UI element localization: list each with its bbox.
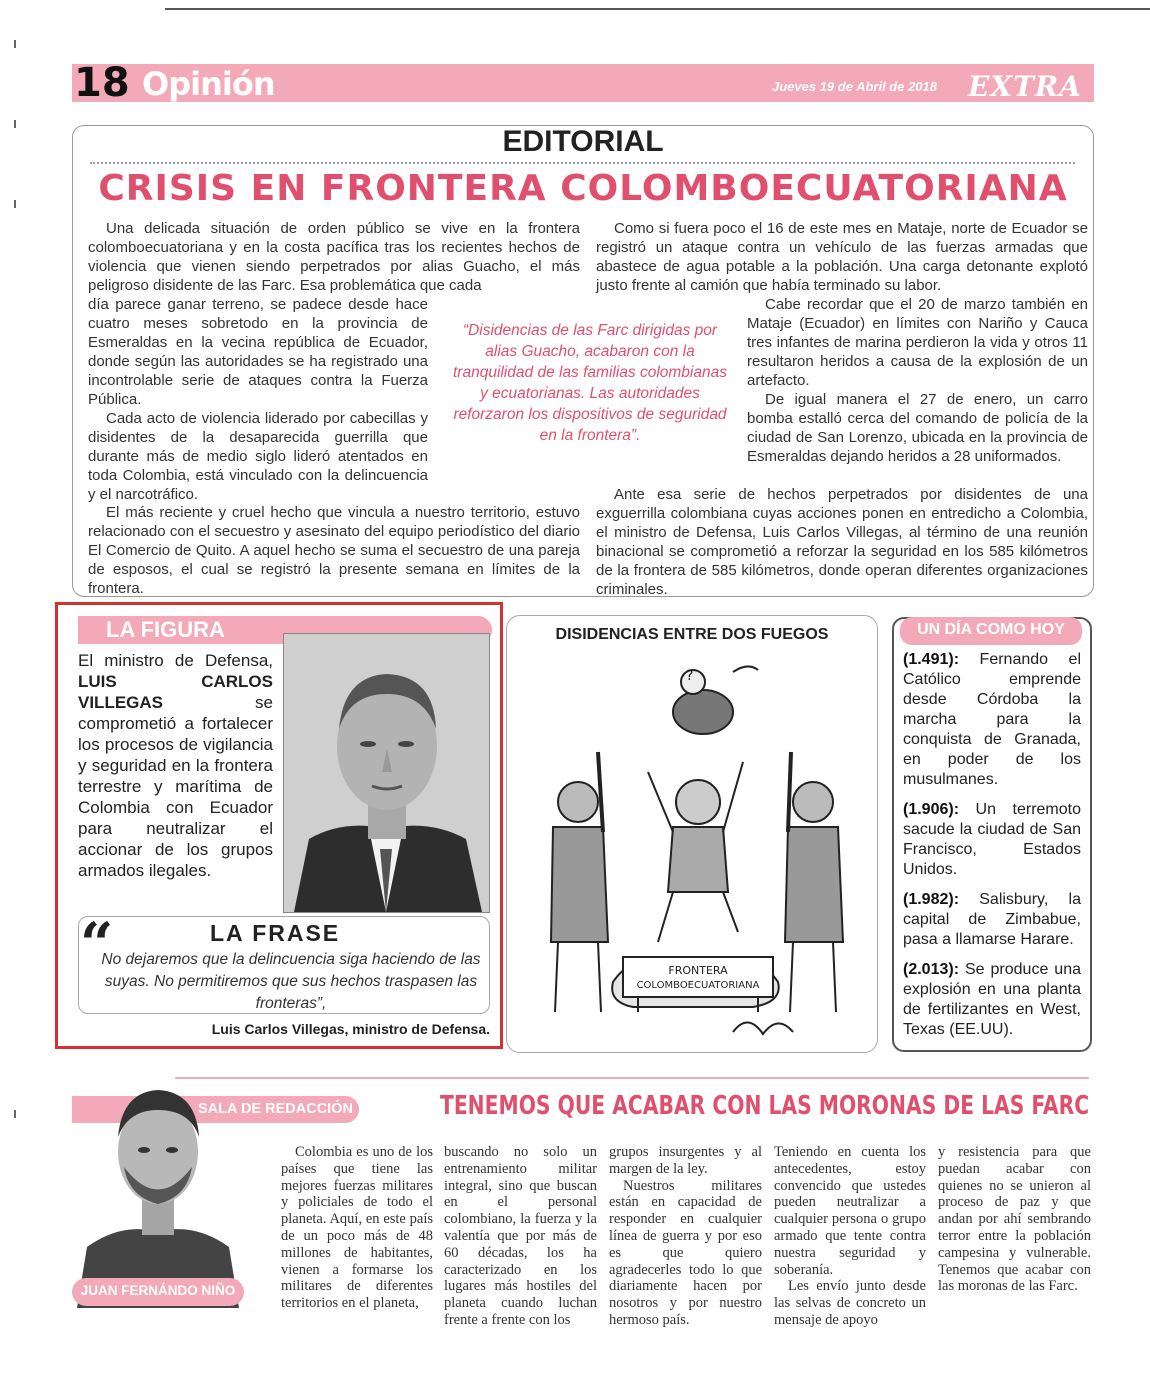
columnist-name: JUAN FERNÁNDO NIÑO [80, 1283, 236, 1298]
item-year: (1.906): [903, 801, 960, 818]
paragraph: Cada acto de violencia liderado por cabecillas y disidentes de la desaparecida guerrilla que durante más de medio siglo lideró atentados en toda Colombia, está vinculado con la delincuencia y el narcotráfico. [88, 410, 428, 503]
dotted-divider [90, 162, 1075, 164]
section-divider [175, 1077, 1089, 1079]
frase-title: LA FRASE [210, 920, 341, 946]
columnist-photo [72, 1072, 244, 1308]
frase-quote: No dejaremos que la delincuencia siga haciendo de las suyas. No permitiremos que sus hechos traspasen las fronteras”, [101, 951, 481, 1012]
column-col2 [444, 1144, 597, 1329]
sala-title: SALA DE REDACCIÓN [198, 1101, 353, 1117]
paragraph: Ante esa serie de hechos perpetrados por disidentes de una exguerrilla colombiana cuyas acciones ponen en entredicho a Colombia, el ministro de Defensa, Luis Carlos Villegas, al término de una reunión binacional se comprometió a reforzar la seguridad en los 585 kilómetros de la frontera de 585 kilómetros, donde operan diferentes organizaciones criminales. [596, 486, 1088, 598]
newspaper-logo: EXTRA [968, 70, 1082, 103]
item-text: Fernando el Católico emprende desde Córdoba la marcha para la conquista de Granada, en poder de los musulmanes. [903, 651, 1081, 788]
item-year: (1.982): [903, 891, 960, 908]
paragraph: De igual manera el 27 de enero, un carro bomba estalló cerca del comando de policía de la ciudad de San Lorenzo, ubicada en la provincia de Esmeraldas dejando heridos a 28 uniformados. [747, 391, 1088, 465]
efemerides-list [903, 650, 1081, 1050]
quote-icon: “ [80, 910, 114, 978]
cartoon-illustration [523, 652, 868, 1044]
paragraph: Cabe recordar que el 20 de marzo también en Mataje (Ecuador) en límites con Nariño y Cauca tres infantes de marina perdieron la vida y otros 11 resultaron heridos a causa de la explosión de un artefacto. [747, 296, 1088, 389]
top-rule [165, 8, 1150, 10]
list-item [903, 890, 1081, 950]
margin-tick [14, 1110, 16, 1118]
paragraph: El más reciente y cruel hecho que vincula a nuestro territorio, estuvo relacionado con el secuestro y asesinato del equipo periodístico del diario El Comercio de Quito. A aquel hecho se suma el secuestro de una pareja de esposos, el cual se registró la presente semana en límites de la frontera. [88, 504, 580, 597]
item-text: Un terremoto sacude la ciudad de San Francisco, Estados Unidos. [903, 801, 1081, 878]
columnist-illustration [72, 1072, 244, 1308]
column-headline: TENEMOS QUE ACABAR CON LAS MORONAS DE LAS FARC [440, 1091, 1090, 1121]
frase-author: Luis Carlos Villegas, ministro de Defensa. [211, 1021, 490, 1037]
figura-name: LUIS CARLOS VILLEGAS [78, 672, 273, 712]
list-item [903, 800, 1081, 880]
list-item [903, 960, 1081, 1040]
cartoon-drawing [523, 652, 868, 1044]
efemerides-title: UN DÍA COMO HOY [917, 621, 1065, 638]
column-col1 [281, 1144, 433, 1312]
margin-tick [14, 40, 16, 48]
figura-title: LA FIGURA [106, 617, 225, 642]
pull-quote: “Disidencias de las Farc dirigidas por alias Guacho, acabaron con la tranquilidad de las familias colombianas y ecuatorianas. Las autoridades reforzaron los dispositivos de seguridad en la frontera”. [453, 322, 727, 444]
margin-tick [14, 200, 16, 208]
portrait-illustration [284, 634, 489, 912]
paragraph: y resistencia para que puedan acabar con quienes no se unieron al proceso de paz y que andan por ahí sembrando terror entre la población campesina y vulnerable. Tenemos que acabar con las moronas de las Farc. [938, 1144, 1091, 1295]
issue-date: Jueves 19 de Abril de 2018 [772, 79, 938, 94]
paragraph: Colombia es uno de los países que tiene las mejores fuerzas militares y policiales de todo el planeta. Aquí, en este país de un poco más de 48 millones de habitantes, vienen a formarse los militares de diferentes territorios en el planeta, [281, 1144, 433, 1312]
cartoon-sign-line1: FRONTERA [668, 964, 728, 977]
item-text: Se produce una explosión en una planta de fertilizantes en West, Texas (EE.UU). [903, 961, 1081, 1038]
editorial-label: EDITORIAL [502, 125, 664, 158]
paragraph: Les envío junto desde las selvas de concreto un mensaje de apoyo [774, 1278, 926, 1328]
paragraph: grupos insurgentes y al margen de la ley. [609, 1144, 762, 1177]
paragraph: día parece ganar terreno, se padece desde hace cuatro meses sobretodo en la provincia de Esmeraldas en la vecina república de Ecuador, donde según las autoridades se ha registrado una incontrolable serie de ataques contra la Fuerza Pública. [88, 296, 428, 408]
figura-text-post: se comprometió a fortalecer los procesos de vigilancia y seguridad en la frontera terrestre y marítima de Colombia con Ecuador para neutralizar el accionar de los grupos armados ilegales. [78, 693, 273, 880]
editorial-col2-mid [747, 295, 1088, 466]
paragraph: Como si fuera poco el 16 de este mes en Mataje, norte de Ecuador se registró un ataque contra un vehículo de las fuerzas armadas que abastece de agua potable a la población. Una carga detonante explotó justo frente al camión que había terminado su labor. [596, 220, 1088, 294]
minister-photo [283, 633, 490, 913]
item-text: Salisbury, la capital de Zimbabue, pasa a llamarse Harare. [903, 891, 1081, 948]
editorial-headline: CRISIS EN FRONTERA COLOMBOECUATORIANA [98, 168, 1068, 209]
editorial-col2-top [596, 219, 1088, 295]
figura-text [78, 650, 273, 881]
column-col3 [609, 1144, 762, 1329]
paragraph: Nuestros militares están en capacidad de responder en cualquier línea de guerra y por eso es que quiero agradecerles todo lo que diariamente hacen por nosotros y por nuestro hermoso país. [609, 1177, 762, 1328]
item-year: (1.491): [903, 651, 960, 668]
editorial-col1-bottom [88, 503, 580, 598]
column-col4 [774, 1144, 926, 1329]
column-col5 [938, 1144, 1091, 1295]
editorial-col2-bottom [596, 485, 1088, 599]
editorial-col1-top [88, 219, 580, 295]
signature-mark [733, 1022, 793, 1034]
item-year: (2.013): [903, 961, 960, 978]
section-title: Opinión [142, 65, 275, 103]
cartoon-title: DISIDENCIAS ENTRE DOS FUEGOS [555, 626, 829, 643]
cartoon-question: ? [686, 668, 694, 684]
paragraph: Una delicada situación de orden público se vive en la frontera colomboecuatoriana y en la costa pacífica tras los recientes hechos de violencia que vienen siendo perpetrados por alias Guacho, el más peligroso disidente de las Farc. Esa problemática que cada [88, 220, 580, 294]
page-number: 18 [74, 60, 130, 106]
editorial-col1-mid [88, 295, 428, 504]
cartoon-sign-line2: COLOMBOECUATORIANA [636, 980, 760, 991]
list-item [903, 650, 1081, 790]
paragraph: buscando no solo un entrenamiento militar integral, sino que buscan en el personal colombiano, la fuerza y la valentía que por más de 60 décadas, los ha caracterizado en los lugares más hostiles del planeta cuando luchan frente a frente con los [444, 1144, 597, 1328]
figura-text-pre: El ministro de Defensa, [78, 651, 273, 670]
paragraph: Teniendo en cuenta los antecedentes, estoy convencido que ustedes pueden neutralizar a cualquier persona o grupo armado que tente contra nuestra seguridad y soberanía. [774, 1144, 926, 1278]
